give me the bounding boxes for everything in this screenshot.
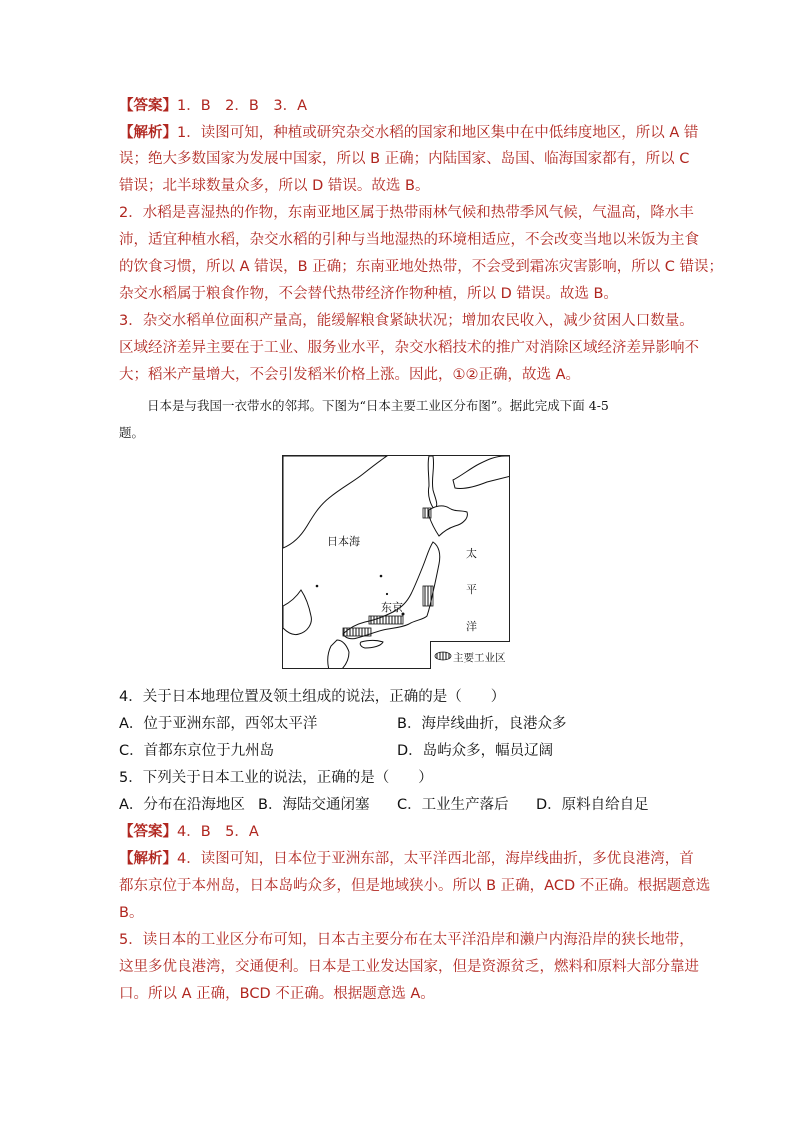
pacific-label-char: 平 (466, 583, 477, 596)
q5-option-c: C．工业生产落后 (397, 797, 509, 813)
analysis-tag: 【解析】 (119, 851, 177, 867)
answer-tag: 【答案】 (119, 824, 177, 840)
analysis-line: 区域经济差异主要在于工业、服务业水平，杂交水稻技术的推广对消除区域经济差异影响不 (119, 340, 699, 356)
analysis-line: 口。所以 A 正确，BCD 不正确。根据题意选 A。 (119, 986, 435, 1002)
map-drawing (283, 456, 510, 669)
analysis-line: 杂交水稻属于粮食作物，不会替代热带经济作物种植，所以 D 错误。故选 B。 (119, 286, 618, 302)
analysis-line: 这里多优良港湾，交通便利。日本是工业发达国家，但是资源贫乏，燃料和原料大部分靠进 (119, 959, 699, 975)
sea-of-japan-label: 日本海 (327, 535, 360, 548)
pacific-label-char: 洋 (466, 620, 477, 633)
q5-option-a: A．分布在沿海地区 (119, 797, 245, 813)
analysis-line: 都东京位于本州岛，日本岛屿众多，但是地域狭小。所以 B 正确，ACD 不正确。根据题意选 (119, 878, 711, 894)
q5-option-b: B．海陆交通闭塞 (258, 797, 370, 813)
analysis-line: 沛，适宜种植水稻，杂交水稻的引种与当地湿热的环境相适应，不会改变当地以米饭为主食 (119, 232, 699, 248)
industrial-zone-swatch (433, 642, 453, 670)
analysis-line: B。 (119, 905, 144, 921)
analysis-line: 大；稻米产量增大，不会引发稻米价格上涨。因此，①②正确，故选 A。 (119, 367, 581, 383)
answer-tag: 【答案】 (119, 98, 177, 114)
answer-line-1 (119, 96, 307, 116)
analysis-line: 3．杂交水稻单位面积产量高，能缓解粮食紧缺状况；增加农民收入，减少贫困人口数量。 (119, 313, 694, 329)
q4-option-d: D．岛屿众多，幅员辽阔 (397, 743, 554, 759)
japan-industry-map (282, 455, 510, 669)
legend-label: 主要工业区 (453, 652, 506, 664)
answer-text: 4．B 5．A (177, 824, 259, 840)
q5-option-d: D．原料自给自足 (536, 797, 649, 813)
answer-text: 1．B 2．B 3．A (177, 98, 307, 114)
q4-option-c: C．首都东京位于九州岛 (119, 743, 275, 759)
analysis-line: 2．水稻是喜湿热的作物，东南亚地区属于热带雨林气候和热带季风气候，气温高，降水丰 (119, 205, 694, 221)
question-intro: 题。 (119, 425, 145, 440)
analysis-line (119, 123, 698, 143)
analysis-line: 5．读日本的工业区分布可知，日本古主要分布在太平洋沿岸和濑户内海沿岸的狭长地带， (119, 932, 694, 948)
analysis-line: 的饮食习惯，所以 A 错误，B 正确；东南亚地处热带，不会受到霜冻灾害影响，所以 C 错误； (119, 259, 724, 275)
q4-option-b: B．海岸线曲折，良港众多 (397, 716, 567, 732)
analysis-line: 错误；北半球数量众多，所以 D 错误。故选 B。 (119, 178, 430, 194)
analysis-tag: 【解析】 (119, 125, 177, 141)
tokyo-label: 东京 (381, 601, 403, 614)
analysis-line: 误；绝大多数国家为发展中国家，所以 B 正确；内陆国家、岛国、临海国家都有，所以 C (119, 151, 690, 167)
analysis-line (119, 849, 694, 869)
question-5-stem: 5．下列关于日本工业的说法，正确的是（ ） (119, 770, 433, 786)
q4-option-a: A．位于亚洲东部，西邻太平洋 (119, 716, 318, 732)
analysis-text: 4．读图可知，日本位于亚洲东部，太平洋西北部，海岸线曲折，多优良港湾，首 (177, 851, 694, 867)
answer-line-2 (119, 822, 259, 842)
analysis-text: 1．读图可知，种植或研究杂交水稻的国家和地区集中在中低纬度地区，所以 A 错 (177, 125, 699, 141)
question-intro: 日本是与我国一衣带水的邻邦。下图为“日本主要工业区分布图”。据此完成下面 4-5 (147, 398, 609, 413)
question-4-stem: 4．关于日本地理位置及领土组成的说法，正确的是（ ） (119, 689, 506, 705)
map-legend (430, 641, 510, 669)
pacific-label-char: 太 (466, 547, 477, 560)
